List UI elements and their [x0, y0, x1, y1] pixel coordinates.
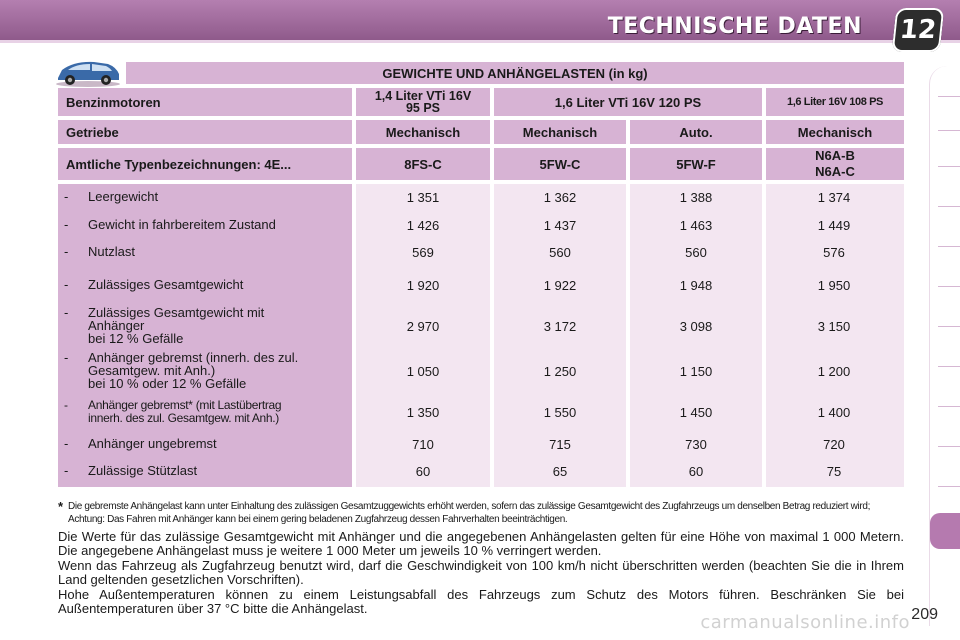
row-label: Zulässiges Gesamtgewicht	[88, 277, 244, 292]
row-label: Nutzlast	[88, 244, 135, 259]
row-dash: -	[64, 244, 69, 259]
type-4: N6A-B N6A-C	[766, 148, 904, 180]
row-value: 60	[415, 464, 431, 479]
row-value: 576	[823, 245, 845, 260]
side-tab-7[interactable]	[938, 326, 960, 327]
row-dash: -	[64, 277, 69, 292]
side-tab-2[interactable]	[938, 130, 960, 131]
row-value: 1 250	[543, 364, 577, 379]
row-label: Anhänger ungebremst	[88, 436, 217, 451]
row-dash: -	[64, 189, 69, 204]
row-value: 715	[549, 437, 571, 452]
row-value: 1 400	[817, 405, 851, 420]
row-value: 1 920	[406, 278, 440, 293]
row-value: 1 351	[406, 190, 440, 205]
row-value: 3 150	[817, 319, 851, 334]
side-tab-4[interactable]	[938, 206, 960, 207]
row-value: 1 950	[817, 278, 851, 293]
type-2: 5FW-C	[494, 148, 626, 180]
row-value: 710	[412, 437, 434, 452]
type-1: 8FS-C	[356, 148, 490, 180]
side-tab-5[interactable]	[938, 246, 960, 247]
side-tab-active[interactable]	[930, 513, 960, 549]
row-value: 720	[823, 437, 845, 452]
engine-1: 1,4 Liter VTi 16V 95 PS	[356, 88, 490, 116]
row-dash: -	[64, 436, 69, 451]
side-tab-11[interactable]	[938, 486, 960, 487]
side-tab-10[interactable]	[938, 446, 960, 447]
row-dash: -	[64, 305, 69, 320]
row-value: 1 200	[817, 364, 851, 379]
row-value: 75	[826, 464, 842, 479]
paragraph-speed: Wenn das Fahrzeug als Zugfahrzeug benutzt wird, darf die Geschwindigkeit von 100 km/h nicht überschritten werden (beachten Sie die in Ihrem Land geltenden gesetzlichen Vorschriften).	[58, 558, 904, 587]
engine-3: 1,6 Liter 16V 108 PS	[766, 88, 904, 116]
row-label: Anhänger gebremst* (mit Lastübertrag innerh. des zul. Gesamtgew. mit Anh.)	[88, 398, 282, 425]
row-label: Anhänger gebremst (innerh. des zul. Gesamtgew. mit Anh.) bei 10 % oder 12 % Gefälle	[88, 350, 299, 391]
row-value: 2 970	[406, 319, 440, 334]
header-underline	[0, 40, 960, 43]
row-value: 1 948	[679, 278, 713, 293]
gearbox-4: Mechanisch	[766, 120, 904, 144]
row-value: 1 426	[406, 218, 440, 233]
row-dash: -	[64, 350, 69, 365]
row-value: 1 437	[543, 218, 577, 233]
engine-2: 1,6 Liter VTi 16V 120 PS	[494, 88, 762, 116]
row-value: 1 350	[406, 405, 440, 420]
row-value: 65	[552, 464, 568, 479]
gearbox-label: Getriebe	[58, 120, 352, 144]
row-value: 1 463	[679, 218, 713, 233]
row-dash: -	[64, 217, 69, 232]
row-value: 1 362	[543, 190, 577, 205]
row-label: Gewicht in fahrbereitem Zustand	[88, 217, 276, 232]
row-value: 560	[549, 245, 571, 260]
chapter-badge[interactable]	[892, 8, 945, 52]
gearbox-2: Mechanisch	[494, 120, 626, 144]
page-number: 209	[911, 606, 938, 623]
row-value: 1 922	[543, 278, 577, 293]
row-value: 560	[685, 245, 707, 260]
row-value: 1 388	[679, 190, 713, 205]
row-value: 60	[688, 464, 704, 479]
watermark: carmanualsonline.info	[700, 612, 910, 633]
row-value: 569	[412, 245, 434, 260]
engine-label: Benzinmotoren	[58, 88, 352, 116]
side-tab-1[interactable]	[938, 96, 960, 97]
row-dash: -	[64, 398, 68, 412]
side-tab-6[interactable]	[938, 286, 960, 287]
chapter-number: 12	[898, 15, 938, 45]
row-value: 3 172	[543, 319, 577, 334]
row-value: 1 550	[543, 405, 577, 420]
footnote-text: Die gebremste Anhängelast kann unter Einhaltung des zulässigen Gesamtzuggewichts erhöht werden, sofern das zulässige Gesamtgewicht des Zugfahrzeugs um denselben Betrag reduziert wird; Achtung: Das Fahren mit Anhänger kann bei einem gering beladenen Zugfahrzeug dessen Fahrverhalten beeinträchtigen.	[68, 501, 870, 525]
row-value: 1 150	[679, 364, 713, 379]
row-value: 1 449	[817, 218, 851, 233]
type-3: 5FW-F	[630, 148, 762, 180]
row-value: 1 374	[817, 190, 851, 205]
gearbox-3: Auto.	[630, 120, 762, 144]
row-value: 1 050	[406, 364, 440, 379]
row-value: 3 098	[679, 319, 713, 334]
side-tab-9[interactable]	[938, 406, 960, 407]
row-value: 1 450	[679, 405, 713, 420]
row-label: Zulässige Stützlast	[88, 463, 198, 478]
paragraph-temperature: Hohe Außentemperaturen können zu einem Leistungsabfall des Fahrzeugs zum Schutz des Motors führen. Beschränken Sie bei Außentemperaturen über 37 °C bitte die Anhängelast.	[58, 587, 904, 616]
row-dash: -	[64, 463, 69, 478]
type-label: Amtliche Typenbezeichnungen: 4E...	[58, 148, 352, 180]
paragraph-altitude: Die Werte für das zulässige Gesamtgewicht mit Anhänger und die angegebenen Anhängelasten gelten für eine Höhe von maximal 1 000 Metern. Die angegebene Anhängelast muss je weitere 1 000 Meter um jeweils 10 % verringert werden.	[58, 529, 904, 558]
page-title: TECHNISCHE DATEN	[607, 14, 862, 39]
side-tab-3[interactable]	[938, 166, 960, 167]
footnote-marker: *	[58, 499, 64, 514]
gearbox-1: Mechanisch	[356, 120, 490, 144]
table-caption: GEWICHTE UND ANHÄNGELASTEN (in kg)	[126, 62, 904, 84]
row-label: Leergewicht	[88, 189, 159, 204]
row-value: 730	[685, 437, 707, 452]
row-label: Zulässiges Gesamtgewicht mit Anhänger bei 12 % Gefälle	[88, 305, 265, 346]
side-tab-8[interactable]	[938, 366, 960, 367]
